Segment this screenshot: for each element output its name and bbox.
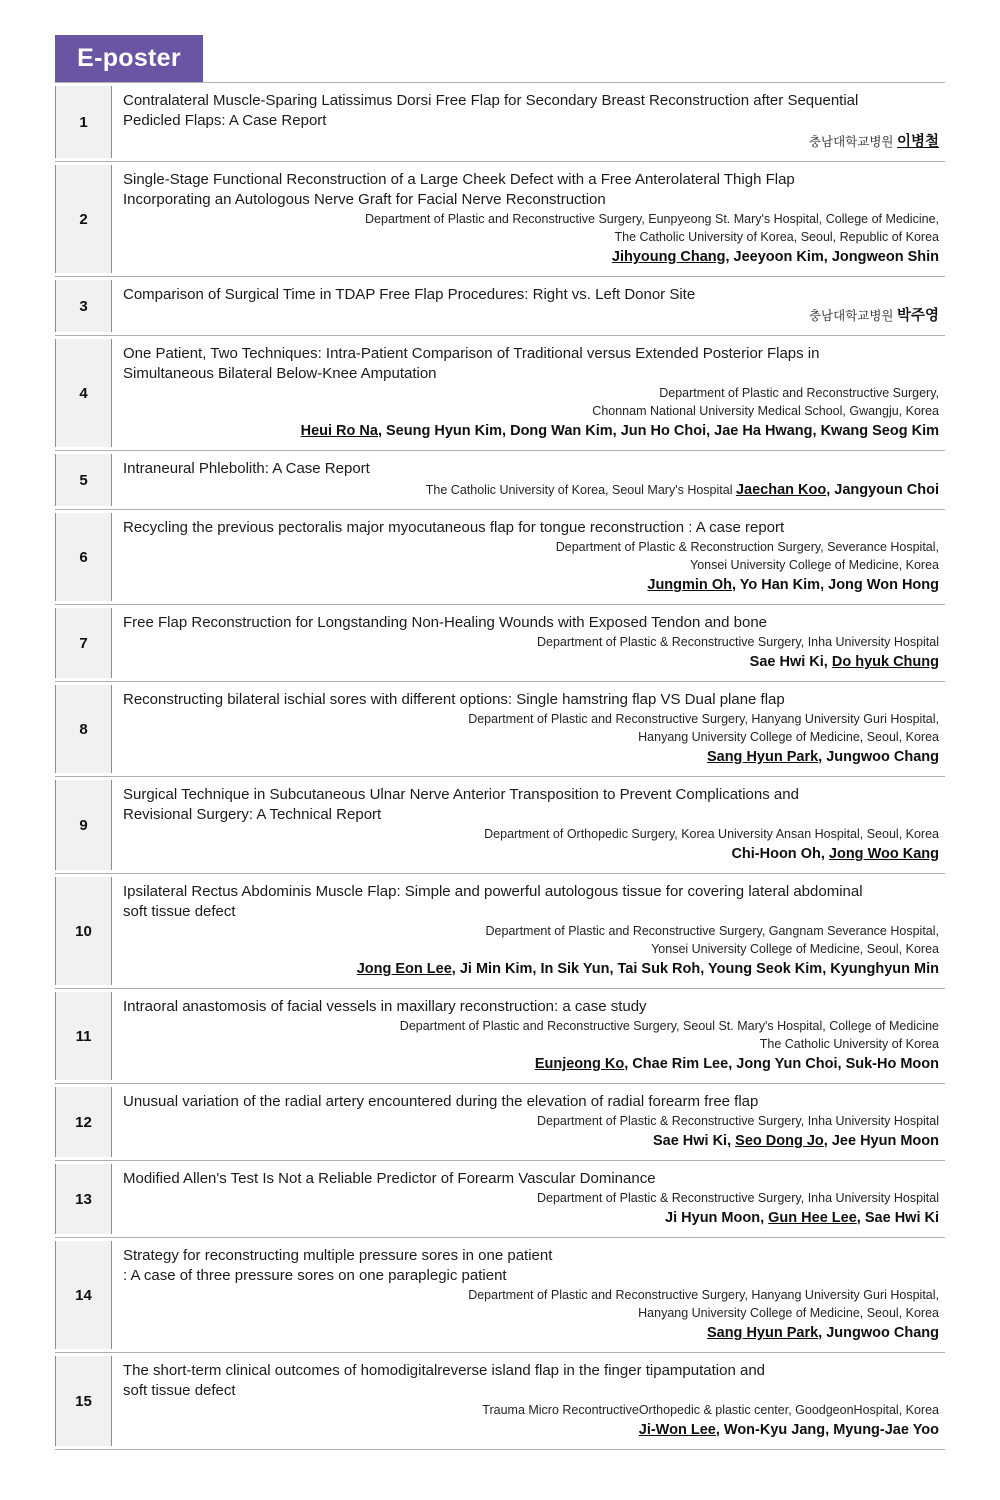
author-separator: ,: [818, 1325, 827, 1341]
poster-author-name: Ji Hyun Moon: [665, 1210, 761, 1226]
poster-title-line: Intraneural Phlebolith: A Case Report: [123, 460, 370, 477]
poster-author-name: Dong Wan Kim: [510, 423, 613, 439]
author-separator: ,: [823, 1133, 832, 1149]
author-separator: ,: [377, 423, 387, 439]
poster-author-name: Sae Hwi Ki: [864, 1210, 939, 1226]
author-separator: ,: [612, 423, 621, 439]
poster-author-name: Jong Won Hong: [828, 577, 939, 593]
poster-affiliation-inline: 충남대학교병원: [808, 309, 897, 323]
author-separator: ,: [812, 423, 821, 439]
poster-author-name: Jongweon Shin: [831, 249, 939, 265]
poster-title-line: Reconstructing bilateral ischial sores with different options: Single hamstring flap VS Dual plane flap: [123, 691, 785, 708]
poster-number: 13: [55, 1164, 112, 1234]
poster-affiliation: Chonnam National University Medical School, Gwangju, Korea: [592, 404, 939, 418]
poster-authors: [123, 1208, 939, 1228]
author-separator: ,: [731, 577, 740, 593]
poster-author-name: Jong Yun Choi: [736, 1056, 838, 1072]
author-separator: ,: [727, 1133, 736, 1149]
author-separator: ,: [728, 1056, 737, 1072]
poster-content: [112, 777, 945, 873]
poster-title-line: : A case of three pressure sores on one paraplegic patient: [123, 1267, 507, 1284]
poster-content: [112, 277, 945, 335]
poster-content: [112, 83, 945, 161]
poster-affiliation: Department of Plastic & Reconstructive Surgery, Inha University Hospital: [536, 1191, 939, 1205]
poster-author-name: Jae Ha Hwang: [714, 423, 813, 439]
poster-number: 2: [55, 165, 112, 273]
poster-author-name: Jungwoo Chang: [826, 1325, 939, 1341]
author-separator: ,: [825, 1422, 834, 1438]
poster-title: [123, 518, 939, 538]
author-separator: ,: [818, 749, 827, 765]
poster-row: [55, 1161, 945, 1238]
poster-affiliation: Department of Plastic and Reconstructive Surgery, Gangnam Severance Hospital,: [485, 924, 939, 938]
poster-author-name: Sang Hyun Park: [706, 1325, 819, 1341]
author-separator: ,: [823, 654, 832, 670]
poster-affiliation: Yonsei University College of Medicine, Korea: [690, 558, 939, 572]
poster-title: [123, 690, 939, 710]
poster-author-name: Suk-Ho Moon: [845, 1056, 939, 1072]
poster-content: [112, 336, 945, 450]
poster-number: 3: [55, 280, 112, 332]
author-separator: ,: [451, 961, 460, 977]
poster-number-cell: [55, 83, 112, 161]
poster-authors: [123, 480, 939, 500]
poster-number-cell: [55, 874, 112, 988]
poster-number-cell: [55, 1084, 112, 1160]
poster-row: [55, 1238, 945, 1353]
poster-author-name: Jee Hyun Moon: [831, 1133, 939, 1149]
poster-title-line: Surgical Technique in Subcutaneous Ulnar Nerve Anterior Transposition to Prevent Complications and: [123, 786, 799, 803]
poster-affiliation: Department of Orthopedic Surgery, Korea University Ansan Hospital, Seoul, Korea: [484, 827, 939, 841]
poster-number: 7: [55, 608, 112, 678]
poster-title-line: soft tissue defect: [123, 1382, 236, 1399]
poster-author-name: Jangyoun Choi: [834, 482, 939, 498]
author-separator: ,: [826, 482, 835, 498]
poster-number-cell: [55, 682, 112, 776]
poster-title: [123, 997, 939, 1017]
poster-title-line: Unusual variation of the radial artery encountered during the elevation of radial forearm free flap: [123, 1093, 759, 1110]
poster-author-name: Sae Hwi Ki: [652, 1133, 728, 1149]
poster-affiliation: Department of Plastic and Reconstructive Surgery, Seoul St. Mary's Hospital, College of Medicine: [399, 1019, 939, 1033]
poster-authors: [123, 1131, 939, 1151]
author-separator: ,: [532, 961, 541, 977]
poster-author-name: Heui Ro Na: [300, 423, 378, 439]
poster-row: [55, 83, 945, 162]
poster-content: [112, 1353, 945, 1449]
poster-number: 15: [55, 1356, 112, 1446]
poster-row: [55, 277, 945, 336]
poster-author-name: Jong Woo Kang: [828, 846, 939, 862]
poster-title-line: Intraoral anastomosis of facial vessels in maxillary reconstruction: a case study: [123, 998, 647, 1015]
poster-author-name: Eunjeong Ko: [534, 1056, 625, 1072]
author-separator: ,: [822, 961, 831, 977]
poster-author-name: Do hyuk Chung: [831, 654, 939, 670]
poster-authors: [123, 421, 939, 441]
author-separator: ,: [820, 577, 829, 593]
poster-title: [123, 285, 939, 305]
poster-title-line: Ipsilateral Rectus Abdominis Muscle Flap: Simple and powerful autologous tissue for covering lateral abdominal: [123, 883, 863, 900]
poster-number-cell: [55, 1238, 112, 1352]
author-separator: ,: [502, 423, 511, 439]
poster-authors: [123, 306, 939, 326]
poster-authors: [123, 1323, 939, 1343]
poster-title-line: Pedicled Flaps: A Case Report: [123, 112, 327, 129]
poster-title: [123, 459, 939, 479]
poster-row: [55, 451, 945, 510]
poster-author-name: Chae Rim Lee: [632, 1056, 729, 1072]
poster-author-name: Jaechan Koo: [735, 482, 827, 498]
poster-author-name: In Sik Yun: [540, 961, 610, 977]
poster-author-name: Jeeyoon Kim: [733, 249, 824, 265]
poster-affiliation-inline: The Catholic University of Korea, Seoul Mary's Hospital: [425, 483, 736, 497]
poster-author-name: Chi-Hoon Oh: [731, 846, 821, 862]
poster-authors: [123, 652, 939, 672]
poster-title: [123, 785, 939, 825]
poster-affiliation: The Catholic University of Korea: [759, 1037, 939, 1051]
e-poster-table: [55, 82, 945, 1450]
poster-title: [123, 1092, 939, 1112]
poster-number: 4: [55, 339, 112, 447]
poster-affiliation: Department of Plastic and Reconstructive Surgery, Eunpyeong St. Mary's Hospital, College of Medicine,: [365, 212, 939, 226]
poster-author-name: Myung-Jae Yoo: [833, 1422, 939, 1438]
author-separator: ,: [820, 846, 829, 862]
author-separator: ,: [837, 1056, 846, 1072]
poster-content: [112, 1084, 945, 1160]
author-separator: ,: [725, 249, 734, 265]
author-separator: ,: [609, 961, 618, 977]
poster-number-cell: [55, 1353, 112, 1449]
author-separator: ,: [856, 1210, 865, 1226]
poster-number: 6: [55, 513, 112, 601]
poster-author-name: Jun Ho Choi: [620, 423, 707, 439]
poster-title-line: Comparison of Surgical Time in TDAP Free Flap Procedures: Right vs. Left Donor Site: [123, 286, 696, 303]
poster-author-name: Seung Hyun Kim: [386, 423, 503, 439]
poster-number-cell: [55, 1161, 112, 1237]
poster-content: [112, 162, 945, 276]
poster-title-line: Recycling the previous pectoralis major myocutaneous flap for tongue reconstruction : A case report: [123, 519, 785, 536]
poster-title-line: One Patient, Two Techniques: Intra-Patient Comparison of Traditional versus Extended Posterior Flaps in: [123, 345, 820, 362]
poster-affiliation: Trauma Micro RecontructiveOrthopedic & plastic center, GoodgeonHospital, Korea: [482, 1403, 939, 1417]
poster-title-line: Revisional Surgery: A Technical Report: [123, 806, 382, 823]
poster-affiliation: Department of Plastic and Reconstructive Surgery,: [659, 386, 939, 400]
poster-author-name: Ji Min Kim: [459, 961, 533, 977]
poster-title-line: The short-term clinical outcomes of homodigitalreverse island flap in the finger tipamputation and: [123, 1362, 765, 1379]
poster-author-name: Sae Hwi Ki: [749, 654, 824, 670]
poster-content: [112, 989, 945, 1083]
poster-authors: [123, 747, 939, 767]
poster-content: [112, 605, 945, 681]
poster-content: [112, 874, 945, 988]
poster-author-name: Jungmin Oh: [647, 577, 732, 593]
poster-author-name: Jungwoo Chang: [826, 749, 939, 765]
poster-content: [112, 1161, 945, 1237]
author-separator: ,: [706, 423, 715, 439]
poster-author-name: 박주영: [896, 308, 939, 324]
poster-row: [55, 510, 945, 605]
poster-author-name: Gun Hee Lee: [768, 1210, 857, 1226]
poster-affiliation: Hanyang University College of Medicine, Seoul, Korea: [638, 730, 939, 744]
poster-title: [123, 613, 939, 633]
poster-title-line: Free Flap Reconstruction for Longstanding Non-Healing Wounds with Exposed Tendon and bone: [123, 614, 768, 631]
poster-affiliation: Department of Plastic & Reconstructive Surgery, Inha University Hospital: [536, 1114, 939, 1128]
poster-author-name: 이병철: [896, 134, 939, 150]
poster-title-line: Strategy for reconstructing multiple pressure sores in one patient: [123, 1247, 553, 1264]
poster-affiliation: Department of Plastic & Reconstructive Surgery, Inha University Hospital: [536, 635, 939, 649]
poster-number: 14: [55, 1241, 112, 1349]
poster-authors: [123, 1054, 939, 1074]
poster-number-cell: [55, 989, 112, 1083]
poster-author-name: Sang Hyun Park: [706, 749, 819, 765]
poster-number: 12: [55, 1087, 112, 1157]
author-separator: ,: [624, 1056, 633, 1072]
poster-affiliation: Department of Plastic & Reconstruction Surgery, Severance Hospital,: [555, 540, 939, 554]
poster-number: 10: [55, 877, 112, 985]
poster-authors: [123, 959, 939, 979]
poster-title: [123, 91, 939, 131]
poster-number: 11: [55, 992, 112, 1080]
poster-author-name: Ji-Won Lee: [638, 1422, 716, 1438]
author-separator: ,: [715, 1422, 724, 1438]
poster-title: [123, 1361, 939, 1401]
poster-number-cell: [55, 510, 112, 604]
poster-author-name: Kwang Seog Kim: [820, 423, 939, 439]
poster-authors: [123, 844, 939, 864]
poster-title-line: soft tissue defect: [123, 903, 236, 920]
poster-author-name: Seo Dong Jo: [735, 1133, 824, 1149]
poster-title: [123, 1246, 939, 1286]
poster-number: 9: [55, 780, 112, 870]
poster-row: [55, 777, 945, 874]
poster-author-name: Jihyoung Chang: [611, 249, 726, 265]
poster-affiliation-inline: 충남대학교병원: [808, 135, 897, 149]
poster-author-name: Won-Kyu Jang: [723, 1422, 826, 1438]
poster-author-name: Kyunghyun Min: [830, 961, 939, 977]
poster-row: [55, 1084, 945, 1161]
poster-row: [55, 874, 945, 989]
poster-authors: [123, 247, 939, 267]
poster-author-name: Yo Han Kim: [739, 577, 821, 593]
poster-authors: [123, 1420, 939, 1440]
poster-row: [55, 336, 945, 451]
poster-number-cell: [55, 451, 112, 509]
poster-title-line: Modified Allen's Test Is Not a Reliable Predictor of Forearm Vascular Dominance: [123, 1170, 656, 1187]
poster-affiliation: Yonsei University College of Medicine, Seoul, Korea: [651, 942, 939, 956]
poster-row: [55, 989, 945, 1084]
poster-title-line: Single-Stage Functional Reconstruction of a Large Cheek Defect with a Free Anterolateral Thigh Flap: [123, 171, 795, 188]
author-separator: ,: [823, 249, 832, 265]
poster-title: [123, 344, 939, 384]
poster-number-cell: [55, 605, 112, 681]
poster-affiliation: Department of Plastic and Reconstructive Surgery, Hanyang University Guri Hospital,: [468, 1288, 939, 1302]
poster-title-line: Contralateral Muscle-Sparing Latissimus Dorsi Free Flap for Secondary Breast Reconstruction after Sequential: [123, 92, 859, 109]
poster-authors: [123, 132, 939, 152]
poster-title: [123, 170, 939, 210]
poster-title: [123, 1169, 939, 1189]
poster-title: [123, 882, 939, 922]
poster-row: [55, 1353, 945, 1450]
author-separator: ,: [760, 1210, 769, 1226]
poster-content: [112, 451, 945, 509]
poster-author-name: Young Seok Kim: [708, 961, 823, 977]
poster-title-line: Simultaneous Bilateral Below-Knee Amputation: [123, 365, 437, 382]
poster-number: 8: [55, 685, 112, 773]
e-poster-badge: E-poster: [55, 35, 203, 82]
poster-affiliation: The Catholic University of Korea, Seoul, Republic of Korea: [614, 230, 939, 244]
author-separator: ,: [700, 961, 709, 977]
poster-affiliation: Department of Plastic and Reconstructive Surgery, Hanyang University Guri Hospital,: [468, 712, 939, 726]
poster-number-cell: [55, 277, 112, 335]
poster-row: [55, 605, 945, 682]
poster-number: 5: [55, 454, 112, 506]
poster-number-cell: [55, 336, 112, 450]
poster-affiliation: Hanyang University College of Medicine, Seoul, Korea: [638, 1306, 939, 1320]
poster-row: [55, 162, 945, 277]
poster-author-name: Tai Suk Roh: [617, 961, 701, 977]
poster-content: [112, 682, 945, 776]
poster-content: [112, 510, 945, 604]
poster-number: 1: [55, 86, 112, 158]
poster-authors: [123, 575, 939, 595]
poster-number-cell: [55, 777, 112, 873]
poster-row: [55, 682, 945, 777]
poster-title-line: Incorporating an Autologous Nerve Graft for Facial Nerve Reconstruction: [123, 191, 606, 208]
poster-author-name: Jong Eon Lee: [356, 961, 452, 977]
poster-content: [112, 1238, 945, 1352]
poster-number-cell: [55, 162, 112, 276]
